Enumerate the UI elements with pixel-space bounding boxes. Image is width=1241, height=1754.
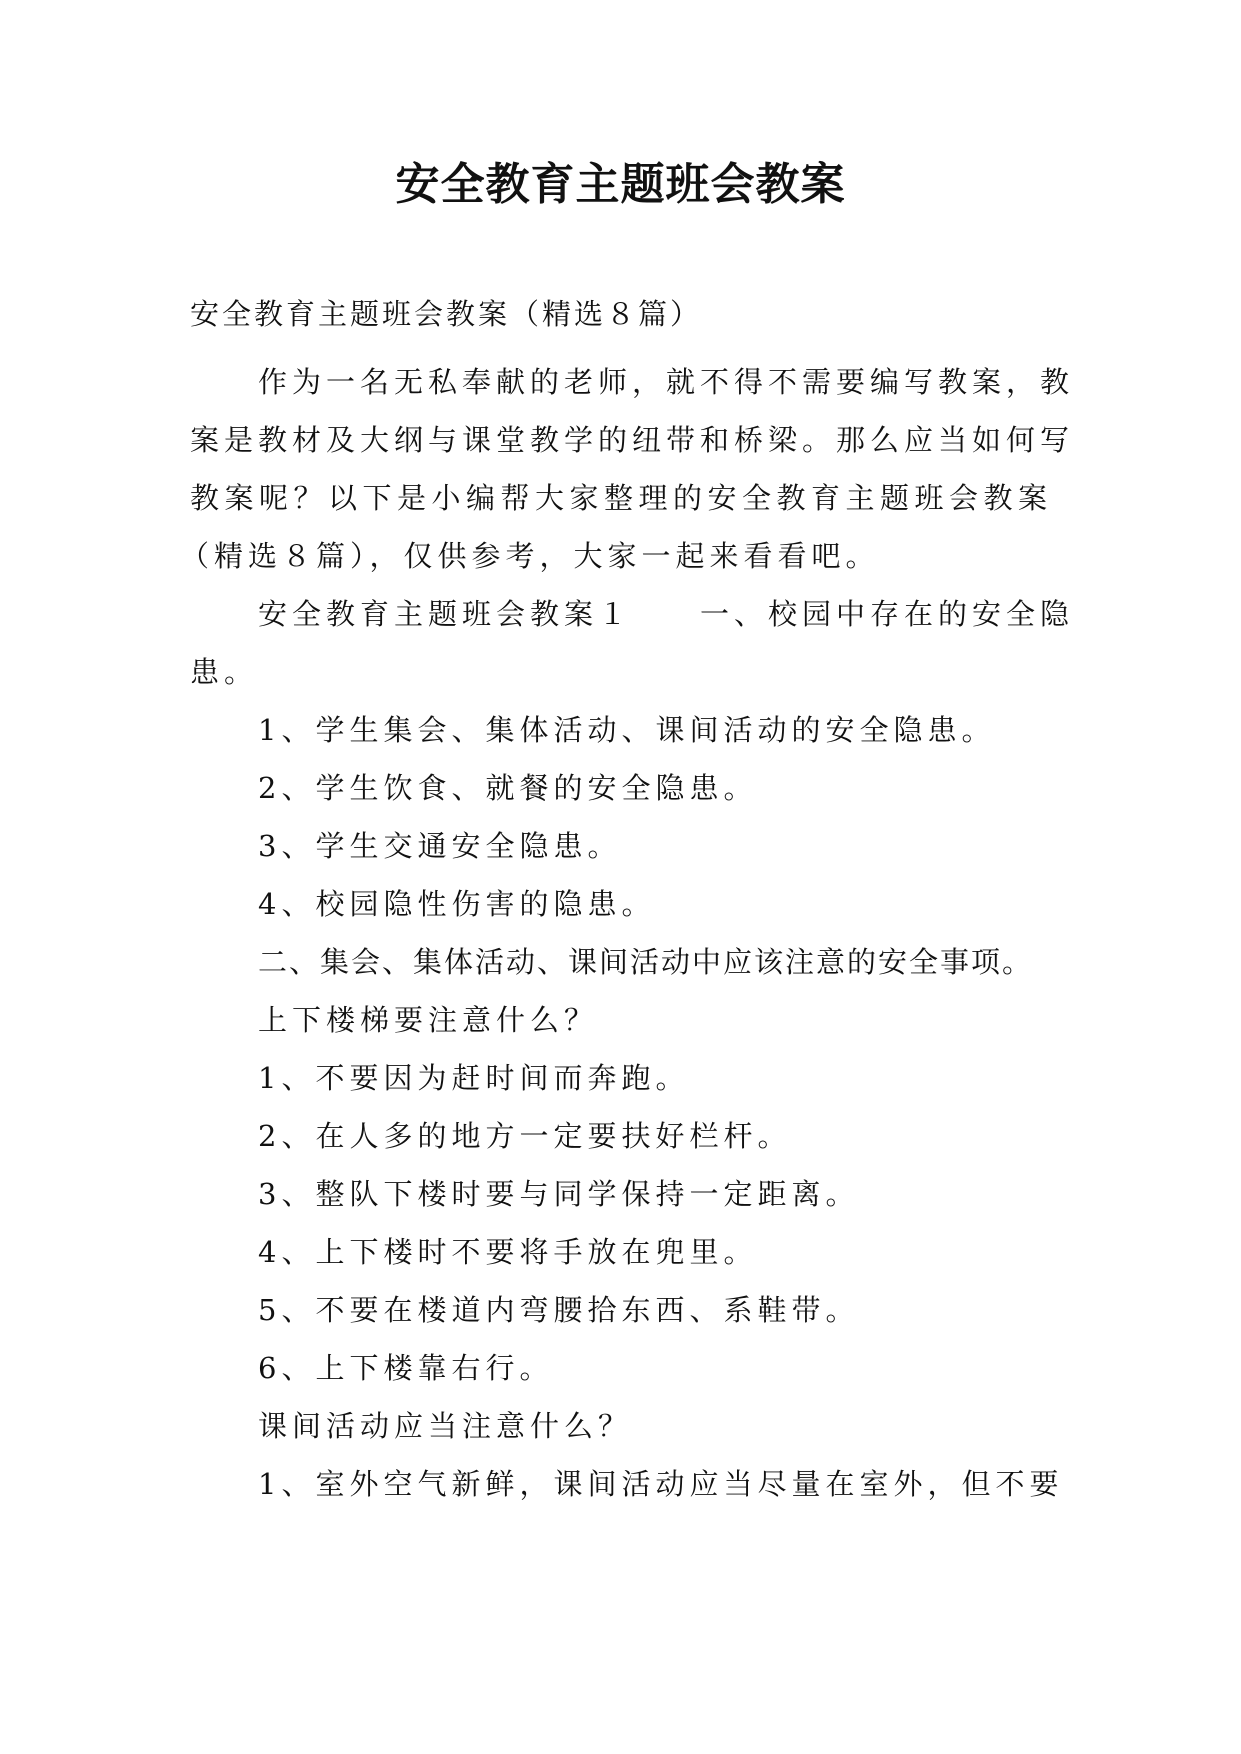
- document-title: 安全教育主题班会教案: [395, 159, 846, 210]
- stairs-question: 上下楼梯要注意什么？: [258, 1003, 599, 1037]
- intro-line: 教案呢？以下是小编帮大家整理的安全教育主题班会教案: [190, 481, 1052, 515]
- stairs-item: 6、上下楼靠右行。: [258, 1351, 554, 1385]
- stairs-item: 4、上下楼时不要将手放在兜里。: [258, 1235, 758, 1269]
- stairs-item: 5、不要在楼道内弯腰拾东西、系鞋带。: [258, 1293, 860, 1327]
- section2-heading: 二、集会、集体活动、课间活动中应该注意的安全事项。: [258, 945, 1034, 979]
- intro-line: 作为一名无私奉献的老师，就不得不需要编写教案，教: [258, 365, 1075, 399]
- hazard-item: 2、学生饮食、就餐的安全隐患。: [258, 771, 758, 805]
- intro-line: （精选８篇），仅供参考，大家一起来看看吧。: [180, 539, 880, 573]
- intro-line: 案是教材及大纲与课堂教学的纽带和桥梁。那么应当如何写: [190, 423, 1075, 457]
- hazard-item: 1、学生集会、集体活动、课间活动的安全隐患。: [258, 713, 996, 747]
- recess-item: 1、室外空气新鲜，课间活动应当尽量在室外，但不要: [258, 1467, 1064, 1501]
- stairs-item: 3、整队下楼时要与同学保持一定距离。: [258, 1177, 860, 1211]
- section1-heading: 安全教育主题班会教案１ 一、校园中存在的安全隐: [258, 597, 1075, 631]
- hazard-item: 3、学生交通安全隐患。: [258, 829, 622, 863]
- stairs-item: 1、不要因为赶时间而奔跑。: [258, 1061, 690, 1095]
- hazard-item: 4、校园隐性伤害的隐患。: [258, 887, 656, 921]
- section1-heading-continued: 患。: [190, 655, 259, 689]
- stairs-item: 2、在人多的地方一定要扶好栏杆。: [258, 1119, 792, 1153]
- document-subtitle: 安全教育主题班会教案（精选８篇）: [190, 297, 703, 331]
- recess-question: 课间活动应当注意什么？: [258, 1409, 633, 1443]
